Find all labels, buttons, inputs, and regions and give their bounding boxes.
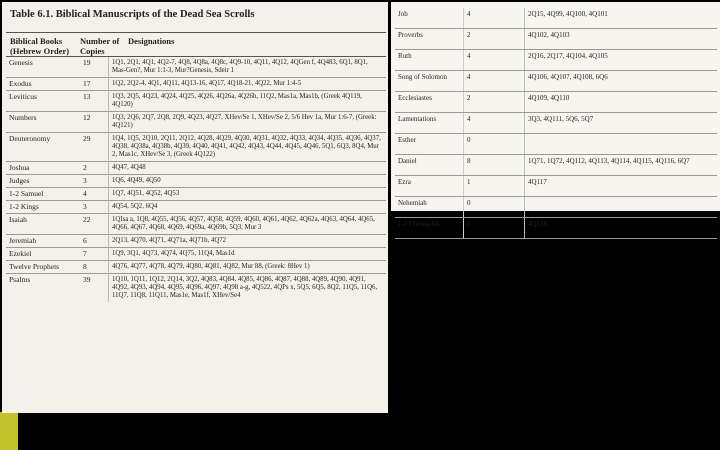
book-cell: Lamentations (395, 113, 464, 134)
book-cell: Ezekiel (6, 248, 80, 261)
designations-cell: 4Q106, 4Q107, 4Q108, 6Q6 (525, 71, 718, 92)
book-cell: Esther (395, 134, 464, 155)
table-row (6, 274, 386, 303)
table-row (6, 78, 386, 91)
table-row (395, 134, 717, 155)
copies-cell: 0 (464, 134, 525, 155)
designations-cell: 2Q15, 4Q99, 4Q100, 4Q101 (525, 8, 718, 29)
book-cell: Exodus (6, 78, 80, 91)
book-cell: Job (395, 8, 464, 29)
book-cell: Isaiah (6, 214, 80, 235)
header-book-line1: Biblical Books (10, 36, 63, 46)
table-row (395, 71, 717, 92)
book-cell: Psalms (6, 274, 80, 303)
copies-cell: 13 (80, 91, 109, 112)
book-cell: Leviticus (6, 91, 80, 112)
copies-cell: 2 (464, 92, 525, 113)
table-row (395, 8, 717, 29)
copies-cell: 3 (80, 175, 109, 188)
table-row (6, 201, 386, 214)
book-cell: 1-2 Kings (6, 201, 80, 214)
header-designations-label: Designations (128, 36, 175, 46)
book-cell: Numbers (6, 112, 80, 133)
manuscripts-table-right (395, 8, 717, 239)
designations-cell (525, 134, 718, 155)
copies-cell: 2 (464, 29, 525, 50)
copies-cell: 4 (464, 71, 525, 92)
table-row (395, 113, 717, 134)
sidebar-accent-bar (0, 412, 18, 450)
table-row (6, 162, 386, 175)
table-title: Table 6.1. Biblical Manuscripts of the Dead Sea Scrolls (10, 9, 255, 20)
book-cell: Jeremiah (6, 235, 80, 248)
designations-cell: 1Q1, 2Q1, 4Q1, 4Q2-7, 4Q8, 4Q8a, 4Q8c, 4Q9-10, 4Q11, 4Q12, 4QGen f, 4Q483, 6Q1, 8Q1, Mas-Gen?, Mur 1:1-3, Mur?Genesis, Sdeir 1 (109, 57, 387, 78)
table-row (6, 261, 386, 274)
copies-cell: 4 (464, 113, 525, 134)
book-cell: Nehemiah (395, 197, 464, 218)
table-top-rule (6, 32, 386, 33)
book-cell: 1-2 Samuel (6, 188, 80, 201)
book-cell: Judges (6, 175, 80, 188)
table-row (395, 176, 717, 197)
book-cell: Ruth (395, 50, 464, 71)
book-cell: Ezra (395, 176, 464, 197)
copies-cell: 4 (80, 188, 109, 201)
copies-cell: 22 (80, 214, 109, 235)
table-row (395, 218, 717, 239)
header-book (10, 36, 69, 56)
table-row (395, 197, 717, 218)
designations-cell: 1Q4, 1Q5, 2Q10, 2Q11, 2Q12, 4Q28, 4Q29, 4Q30, 4Q31, 4Q32, 4Q33, 4Q34, 4Q35, 4Q36, 4Q37, 4Q38, 4Q38a, 4Q38b, 4Q39, 4Q40, 4Q41, 4Q42, 4Q43, 4Q44, 4Q45, 4Q46, 5Q1, 6Q3, 8Q4, Mur 2, Mas1c, XHev/Se 3, (Greek 4Q122) (109, 133, 387, 162)
book-cell: Proverbs (395, 29, 464, 50)
header-book-line2: (Hebrew Order) (10, 46, 70, 56)
copies-cell: 4 (464, 50, 525, 71)
copies-cell: 29 (80, 133, 109, 162)
table-row (6, 248, 386, 261)
designations-cell: 4Q109, 4Q110 (525, 92, 718, 113)
table-row (6, 91, 386, 112)
copies-cell: 8 (464, 155, 525, 176)
designations-cell: 4Q76, 4Q77, 4Q78, 4Q79, 4Q80, 4Q81, 4Q82, Mur 88, (Greek: 8Hev 1) (109, 261, 387, 274)
designations-cell: 4Q117 (525, 176, 718, 197)
copies-cell: 1 (464, 176, 525, 197)
book-cell: Twelve Prophets (6, 261, 80, 274)
table-row (395, 50, 717, 71)
book-cell: 1-2 Chronicles (395, 218, 464, 239)
designations-cell: 1QIsa a, 1Q8, 4Q55, 4Q56, 4Q57, 4Q58, 4Q59, 4Q60, 4Q61, 4Q62, 4Q62a, 4Q63, 4Q64, 4Q65, 4Q66, 4Q67, 4Q68, 4Q69, 4Q69a, 4Q69b, 5Q3, Mur 3 (109, 214, 387, 235)
designations-cell: 3Q3, 4Q111, 5Q6, 5Q7 (525, 113, 718, 134)
table-row (6, 214, 386, 235)
copies-cell: 2 (80, 162, 109, 175)
designations-cell: 1Q3, 2Q6, 2Q7, 2Q8, 2Q9, 4Q23, 4Q27, XHev/Se 1, XHev/Se 2, 5/6 Hev 1a, Mur 1:6-7, (Greek: 4Q121) (109, 112, 387, 133)
designations-cell: 1Q3, 2Q5, 4Q23, 4Q24, 4Q25, 4Q26, 4Q26a, 4Q26b, 11Q2, Mas1a, Mas1b, (Greek 4Q119, 4Q120) (109, 91, 387, 112)
designations-cell: 4Q102, 4Q103 (525, 29, 718, 50)
copies-cell: 19 (80, 57, 109, 78)
book-cell: Joshua (6, 162, 80, 175)
table-row (6, 57, 386, 78)
designations-cell: 1Q10, 1Q11, 1Q12, 2Q14, 3Q2, 4Q83, 4Q84, 4Q85, 4Q86, 4Q87, 4Q88, 4Q89, 4Q90, 4Q91, 4Q92, 4Q93, 4Q94, 4Q95, 4Q96, 4Q97, 4Q98 a-g, 4Q522, 4QPs x, 5Q5, 6Q5, 8Q2, 11Q5, 11Q6, 11Q7, 11Q8, 11Q11, Mas1e, Mas1f, XHev/Se4 (109, 274, 387, 303)
copies-cell: 1 (464, 218, 525, 239)
table-row (6, 133, 386, 162)
designations-cell (525, 197, 718, 218)
designations-cell: 1Q7, 4Q51, 4Q52, 4Q53 (109, 188, 387, 201)
designations-cell: 4Q118 (525, 218, 718, 239)
book-cell: Ecclesiastes (395, 92, 464, 113)
designations-cell: 2Q16, 2Q17, 4Q104, 4Q105 (525, 50, 718, 71)
table-row (6, 112, 386, 133)
header-copies-line1: Number of (80, 36, 120, 46)
designations-cell: 1Q9, 3Q1, 4Q73, 4Q74, 4Q75, 11Q4, Mas1d (109, 248, 387, 261)
table-row (395, 29, 717, 50)
book-cell: Deuteronomy (6, 133, 80, 162)
table-row (6, 175, 386, 188)
book-cell: Genesis (6, 57, 80, 78)
document-page-right (391, 2, 720, 228)
copies-cell: 7 (80, 248, 109, 261)
table-row (395, 92, 717, 113)
designations-cell: 1Q71, 1Q72, 4Q112, 4Q113, 4Q114, 4Q115, 4Q116, 6Q7 (525, 155, 718, 176)
copies-cell: 17 (80, 78, 109, 91)
copies-cell: 4 (464, 8, 525, 29)
copies-cell: 3 (80, 201, 109, 214)
header-copies (80, 36, 119, 56)
book-cell: Song of Solomon (395, 71, 464, 92)
copies-cell: 39 (80, 274, 109, 303)
copies-cell: 8 (80, 261, 109, 274)
table-row (6, 235, 386, 248)
designations-cell: 1Q6, 4Q49, 4Q50 (109, 175, 387, 188)
copies-cell: 6 (80, 235, 109, 248)
header-copies-line2: Copies (80, 46, 105, 56)
header-designations (128, 36, 174, 46)
designations-cell: 4Q54, 5Q2, 6Q4 (109, 201, 387, 214)
copies-cell: 0 (464, 197, 525, 218)
book-cell: Daniel (395, 155, 464, 176)
table-row (6, 188, 386, 201)
copies-cell: 12 (80, 112, 109, 133)
document-page-left (2, 2, 388, 413)
designations-cell: 1Q2, 2Q2-4, 4Q1, 4Q11, 4Q13-16, 4Q17, 4Q18-21, 4Q22, Mur 1:4-5 (109, 78, 387, 91)
table-row (395, 155, 717, 176)
designations-cell: 2Q13, 4Q70, 4Q71, 4Q71a, 4Q71b, 4Q72 (109, 235, 387, 248)
manuscripts-table-left (6, 56, 386, 302)
designations-cell: 4Q47, 4Q48 (109, 162, 387, 175)
